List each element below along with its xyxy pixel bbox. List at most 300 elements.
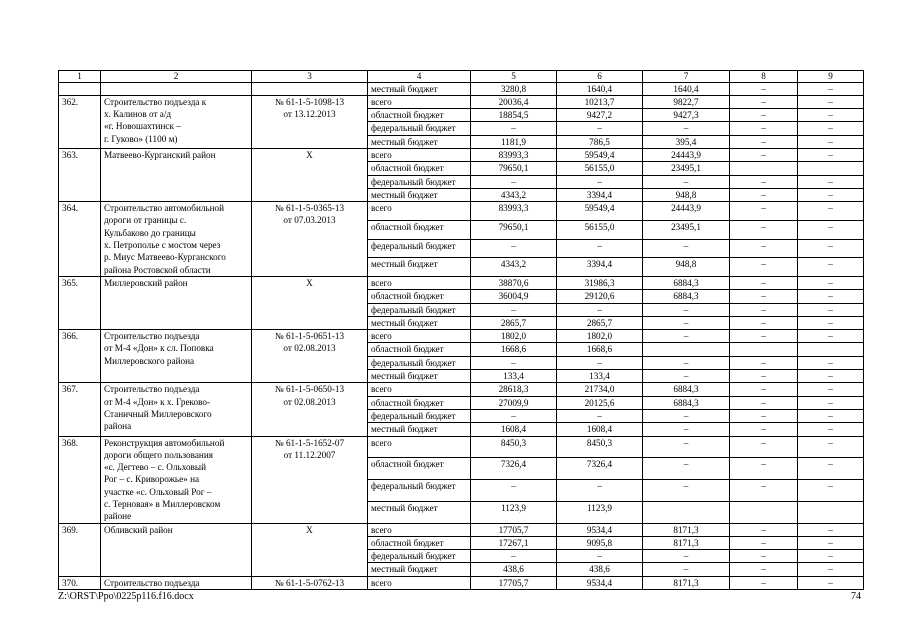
budget-value: 2865,7 — [557, 316, 643, 329]
budget-value: – — [730, 135, 798, 148]
document-number — [252, 148, 368, 201]
budget-value: – — [557, 303, 643, 316]
budget-value: 2865,7 — [471, 316, 557, 329]
budget-value: – — [798, 458, 864, 480]
budget-value: 8171,3 — [643, 523, 730, 536]
budget-value: – — [643, 330, 730, 343]
object-name-line: Строительство подъезда — [104, 331, 200, 342]
object-name-line: района — [104, 421, 132, 432]
budget-value: – — [730, 576, 798, 589]
funding-source: местный бюджет — [368, 82, 471, 95]
budget-value: 17705,7 — [471, 576, 557, 589]
funding-source: областной бюджет — [368, 109, 471, 122]
budget-value: 9822,7 — [643, 95, 730, 108]
budget-value: 6884,3 — [643, 276, 730, 289]
budget-value: 1802,0 — [471, 330, 557, 343]
budget-value: – — [643, 356, 730, 369]
budget-value: 8450,3 — [471, 436, 557, 458]
budget-value: – — [730, 148, 798, 161]
funding-source: федеральный бюджет — [368, 175, 471, 188]
row-number: 369. — [59, 523, 101, 576]
budget-value: 133,4 — [471, 370, 557, 383]
budget-value: – — [798, 175, 864, 188]
column-header: 2 — [101, 71, 252, 83]
budget-value: 83993,3 — [471, 148, 557, 161]
document-number-line: Х — [306, 524, 313, 535]
funding-source: федеральный бюджет — [368, 303, 471, 316]
budget-value: 20125,6 — [557, 396, 643, 409]
budget-value: – — [557, 550, 643, 563]
funding-source: всего — [368, 523, 471, 536]
budget-value: – — [557, 175, 643, 188]
budget-value: – — [730, 330, 798, 343]
budget-value: 6884,3 — [643, 383, 730, 396]
budget-value: – — [643, 436, 730, 458]
budget-value: – — [730, 316, 798, 329]
budget-value: – — [730, 188, 798, 201]
funding-source: местный бюджет — [368, 563, 471, 576]
budget-value: 24443,9 — [643, 202, 730, 221]
budget-value: – — [798, 563, 864, 576]
budget-value: 23495,1 — [643, 162, 730, 175]
object-name-line: дороги общего пользования — [104, 449, 213, 460]
budget-value: 1123,9 — [557, 501, 643, 523]
funding-source: всего — [368, 276, 471, 289]
funding-source: областной бюджет — [368, 536, 471, 549]
budget-value: 28618,3 — [471, 383, 557, 396]
document-number-line: № 61-1-5-1098-13 — [274, 96, 345, 107]
document-number — [252, 523, 368, 576]
budget-value: – — [730, 523, 798, 536]
object-name-line: района Ростовской области — [104, 264, 211, 275]
funding-source: местный бюджет — [368, 316, 471, 329]
budget-value: – — [643, 175, 730, 188]
budget-value: – — [798, 220, 864, 239]
object-name-line: дороги от границы с. — [104, 215, 187, 226]
table-row — [59, 276, 864, 289]
funding-source: местный бюджет — [368, 135, 471, 148]
budget-value: 7326,4 — [557, 458, 643, 480]
budget-value: – — [798, 303, 864, 316]
budget-value: 4343,2 — [471, 188, 557, 201]
document-number-line: от 11.12.2007 — [283, 449, 336, 460]
funding-source: федеральный бюджет — [368, 239, 471, 258]
table-row — [59, 82, 864, 95]
budget-value: – — [730, 356, 798, 369]
budget-value: – — [730, 480, 798, 502]
budget-value: – — [471, 409, 557, 422]
funding-source: областной бюджет — [368, 290, 471, 303]
table-row — [59, 383, 864, 396]
budget-value: – — [471, 175, 557, 188]
object-name-line: Обливский район — [104, 524, 173, 535]
object-name-line: Кульбаково до границы — [104, 227, 196, 238]
object-name-line: Станичный Миллеровского — [104, 408, 212, 419]
budget-value: – — [730, 202, 798, 221]
funding-source: областной бюджет — [368, 396, 471, 409]
funding-source: всего — [368, 202, 471, 221]
row-number: 363. — [59, 148, 101, 201]
budget-value: – — [798, 276, 864, 289]
budget-value: 56155,0 — [557, 220, 643, 239]
document-number — [252, 330, 368, 383]
budget-value: – — [557, 356, 643, 369]
object-name-line: Строительство подъезда к — [104, 96, 207, 107]
budget-value: – — [798, 436, 864, 458]
object-name-line: с. Терновая» в Миллеровском — [104, 499, 221, 509]
funding-source: всего — [368, 576, 471, 589]
funding-source: всего — [368, 95, 471, 108]
budget-value — [730, 162, 798, 175]
document-number-line: от 13.12.2013 — [283, 109, 336, 120]
budget-value: – — [798, 330, 864, 343]
budget-value: – — [798, 202, 864, 221]
document-number — [252, 202, 368, 277]
document-number-line: № 61-1-5-0365-13 — [274, 203, 345, 214]
document-number-line: № 61-1-5-0651-13 — [274, 331, 345, 342]
budget-value: – — [730, 220, 798, 239]
budget-value: – — [730, 122, 798, 135]
funding-source: федеральный бюджет — [368, 356, 471, 369]
budget-value — [643, 343, 730, 356]
object-name — [101, 576, 252, 589]
document-number-line: № 61-1-5-1652-07 — [274, 437, 345, 448]
budget-value: 1668,6 — [471, 343, 557, 356]
object-name-line: Строительство подъезда — [104, 577, 200, 588]
budget-value: – — [798, 536, 864, 549]
footer-file-path: Z:\ORST\Ppo\0225p116.f16.docx — [58, 591, 194, 602]
object-name-line: от М-4 «Дон» к х. Греково- — [104, 396, 211, 407]
object-name — [101, 95, 252, 148]
funding-source: областной бюджет — [368, 343, 471, 356]
budget-value: – — [730, 563, 798, 576]
column-header: 3 — [252, 71, 368, 83]
funding-source: местный бюджет — [368, 423, 471, 436]
budget-value: 438,6 — [557, 563, 643, 576]
row-number: 364. — [59, 202, 101, 277]
budget-value: 3280,8 — [471, 82, 557, 95]
budget-value: – — [798, 576, 864, 589]
budget-value: 17267,1 — [471, 536, 557, 549]
budget-value: 79650,1 — [471, 220, 557, 239]
budget-value: – — [643, 122, 730, 135]
object-name-line: Миллеровский район — [104, 277, 188, 288]
document-number-line: от 02.08.2013 — [283, 343, 336, 354]
document-number — [252, 436, 368, 523]
funding-source: всего — [368, 436, 471, 458]
document-number-line: Х — [306, 277, 313, 288]
budget-value: – — [730, 175, 798, 188]
document-number — [252, 95, 368, 148]
object-name-line: г. Гуково» (1100 м) — [104, 133, 178, 144]
document-number — [252, 82, 368, 95]
budget-value: 1640,4 — [643, 82, 730, 95]
budget-value: 8450,3 — [557, 436, 643, 458]
document-number-line: № 61-1-5-0650-13 — [274, 384, 345, 395]
object-name — [101, 276, 252, 329]
budget-value: 83993,3 — [471, 202, 557, 221]
row-number: 366. — [59, 330, 101, 383]
budget-value: – — [730, 458, 798, 480]
object-name — [101, 383, 252, 436]
budget-value: – — [557, 480, 643, 502]
budget-value — [798, 343, 864, 356]
budget-value: – — [798, 135, 864, 148]
budget-value: – — [643, 480, 730, 502]
budget-value: – — [730, 276, 798, 289]
budget-value: 7326,4 — [471, 458, 557, 480]
budget-value: – — [557, 239, 643, 258]
budget-value: – — [643, 370, 730, 383]
budget-value: 29120,6 — [557, 290, 643, 303]
budget-value: – — [798, 396, 864, 409]
table-row — [59, 576, 864, 589]
budget-value: 133,4 — [557, 370, 643, 383]
document-number-line: Х — [306, 149, 313, 160]
budget-value: 9427,2 — [557, 109, 643, 122]
budget-value: – — [798, 356, 864, 369]
budget-value: – — [798, 95, 864, 108]
budget-value: – — [730, 239, 798, 258]
budget-value: – — [798, 258, 864, 277]
budget-value: – — [798, 82, 864, 95]
footer-page-number: 74 — [851, 591, 861, 602]
budget-value: 8171,3 — [643, 576, 730, 589]
document-number-line: от 02.08.2013 — [283, 396, 336, 407]
budget-value: 4343,2 — [471, 258, 557, 277]
budget-value: – — [730, 409, 798, 422]
budget-value: – — [730, 396, 798, 409]
budget-value — [798, 501, 864, 523]
budget-value: – — [730, 258, 798, 277]
table-row — [59, 436, 864, 458]
funding-source: областной бюджет — [368, 220, 471, 239]
budget-value: – — [730, 95, 798, 108]
budget-value: 438,6 — [471, 563, 557, 576]
budget-value: – — [643, 458, 730, 480]
budget-value: – — [643, 550, 730, 563]
funding-source: федеральный бюджет — [368, 409, 471, 422]
budget-value: – — [643, 239, 730, 258]
budget-value: 1123,9 — [471, 501, 557, 523]
object-name-line: «г. Новошахтинск – — [104, 121, 181, 132]
column-header: 9 — [798, 71, 864, 83]
budget-value: – — [798, 122, 864, 135]
budget-value: – — [471, 303, 557, 316]
budget-value: 9534,4 — [557, 576, 643, 589]
object-name-line: «с. Дегтево – с. Ольховый — [104, 462, 206, 473]
budget-value: – — [643, 423, 730, 436]
budget-value: – — [730, 536, 798, 549]
budget-value: 20036,4 — [471, 95, 557, 108]
budget-value: 1181,9 — [471, 135, 557, 148]
funding-source: местный бюджет — [368, 370, 471, 383]
funding-source: местный бюджет — [368, 258, 471, 277]
budget-value: 948,8 — [643, 258, 730, 277]
budget-value: – — [730, 383, 798, 396]
budget-value: 59549,4 — [557, 148, 643, 161]
budget-value: – — [798, 290, 864, 303]
object-name-line: Миллеровского района — [104, 355, 195, 366]
budget-value: – — [798, 370, 864, 383]
budget-value — [730, 343, 798, 356]
budget-value: 6884,3 — [643, 396, 730, 409]
budget-value: – — [798, 148, 864, 161]
row-number: 365. — [59, 276, 101, 329]
budget-value: 395,4 — [643, 135, 730, 148]
object-name — [101, 148, 252, 201]
budget-value: – — [730, 290, 798, 303]
funding-source: областной бюджет — [368, 162, 471, 175]
table-body — [59, 82, 864, 590]
budget-value: – — [798, 316, 864, 329]
budget-value: – — [798, 188, 864, 201]
object-name — [101, 82, 252, 95]
funding-source: всего — [368, 148, 471, 161]
budget-value: – — [730, 436, 798, 458]
budget-value: 24443,9 — [643, 148, 730, 161]
object-name-line: от М-4 «Дон» к сл. Поповка — [104, 343, 214, 354]
budget-value — [730, 501, 798, 523]
budget-value: 79650,1 — [471, 162, 557, 175]
budget-value: – — [730, 303, 798, 316]
budget-value: – — [557, 122, 643, 135]
budget-value: – — [798, 109, 864, 122]
budget-value: – — [798, 523, 864, 536]
budget-value: 17705,7 — [471, 523, 557, 536]
budget-value: 948,8 — [643, 188, 730, 201]
row-number: 368. — [59, 436, 101, 523]
row-number — [59, 82, 101, 95]
budget-value — [798, 162, 864, 175]
object-name-line: участке «с. Ольховый Рог – — [104, 486, 212, 497]
document-number — [252, 383, 368, 436]
budget-value: 6884,3 — [643, 290, 730, 303]
funding-source: всего — [368, 383, 471, 396]
budget-value: – — [730, 423, 798, 436]
row-number: 367. — [59, 383, 101, 436]
object-name-line: х. Петрополье с мостом через — [104, 240, 221, 251]
budget-value: – — [730, 82, 798, 95]
funding-source: федеральный бюджет — [368, 550, 471, 563]
budget-value: 23495,1 — [643, 220, 730, 239]
budget-value: 38870,6 — [471, 276, 557, 289]
budget-value: 9427,3 — [643, 109, 730, 122]
column-header: 4 — [368, 71, 471, 83]
object-name-line: х. Калинов от а/д — [104, 109, 172, 120]
budget-value: – — [643, 409, 730, 422]
budget-value: – — [643, 303, 730, 316]
funding-source: местный бюджет — [368, 188, 471, 201]
funding-source: всего — [368, 330, 471, 343]
budget-value: – — [798, 383, 864, 396]
budget-value: 10213,7 — [557, 95, 643, 108]
budget-value: 1640,4 — [557, 82, 643, 95]
object-name-line: Рог – с. Криворожье» на — [104, 474, 200, 485]
budget-value: 9095,8 — [557, 536, 643, 549]
funding-source: областной бюджет — [368, 458, 471, 480]
column-header: 1 — [59, 71, 101, 83]
budget-value: – — [643, 563, 730, 576]
budget-value: – — [798, 239, 864, 258]
column-header: 8 — [730, 71, 798, 83]
funding-source: федеральный бюджет — [368, 480, 471, 502]
object-name — [101, 330, 252, 383]
budget-value: – — [798, 423, 864, 436]
budget-value: 56155,0 — [557, 162, 643, 175]
budget-value: 8171,3 — [643, 536, 730, 549]
budget-value: – — [471, 239, 557, 258]
budget-value: – — [798, 550, 864, 563]
row-number: 362. — [59, 95, 101, 148]
budget-value: 1668,6 — [557, 343, 643, 356]
budget-value: 21734,0 — [557, 383, 643, 396]
object-name — [101, 202, 252, 277]
column-header: 7 — [643, 71, 730, 83]
table-row — [59, 330, 864, 343]
budget-value: 1608,4 — [471, 423, 557, 436]
object-name — [101, 436, 252, 523]
funding-source: местный бюджет — [368, 501, 471, 523]
table-row — [59, 523, 864, 536]
budget-value: – — [471, 550, 557, 563]
budget-value: 59549,4 — [557, 202, 643, 221]
budget-value — [643, 501, 730, 523]
budget-value: – — [730, 550, 798, 563]
funding-source: федеральный бюджет — [368, 122, 471, 135]
budget-value: 9534,4 — [557, 523, 643, 536]
budget-value: – — [730, 370, 798, 383]
object-name-line: Строительство автомобильной — [104, 203, 225, 214]
budget-value: 36004,9 — [471, 290, 557, 303]
document-number-line: от 07.03.2013 — [283, 215, 336, 226]
object-name-line: районе — [104, 511, 132, 522]
table-row — [59, 202, 864, 221]
budget-value: 27009,9 — [471, 396, 557, 409]
budget-value: – — [643, 316, 730, 329]
column-header: 5 — [471, 71, 557, 83]
budget-value: 3394,4 — [557, 258, 643, 277]
column-header: 6 — [557, 71, 643, 83]
budget-value: – — [798, 409, 864, 422]
budget-value: 1608,4 — [557, 423, 643, 436]
budget-table — [58, 70, 864, 590]
budget-value: 3394,4 — [557, 188, 643, 201]
budget-value: – — [471, 356, 557, 369]
object-name — [101, 523, 252, 576]
budget-value: 1802,0 — [557, 330, 643, 343]
table-row — [59, 95, 864, 108]
budget-value: – — [471, 480, 557, 502]
document-number — [252, 576, 368, 589]
document-number — [252, 276, 368, 329]
row-number: 370. — [59, 576, 101, 589]
table-header-row — [59, 71, 864, 83]
budget-value: 31986,3 — [557, 276, 643, 289]
object-name-line: Строительство подъезда — [104, 384, 200, 395]
object-name-line: Реконструкция автомобильной — [104, 437, 225, 448]
table-row — [59, 148, 864, 161]
object-name-line: Матвеево-Курганский район — [104, 149, 216, 160]
object-name-line: р. Миус Матвеево-Курганского — [104, 252, 226, 263]
document-number-line: № 61-1-5-0762-13 — [274, 577, 345, 588]
budget-value: – — [557, 409, 643, 422]
budget-value: 786,5 — [557, 135, 643, 148]
budget-value: 18854,5 — [471, 109, 557, 122]
budget-value: – — [798, 480, 864, 502]
budget-value: – — [730, 109, 798, 122]
budget-value: – — [471, 122, 557, 135]
